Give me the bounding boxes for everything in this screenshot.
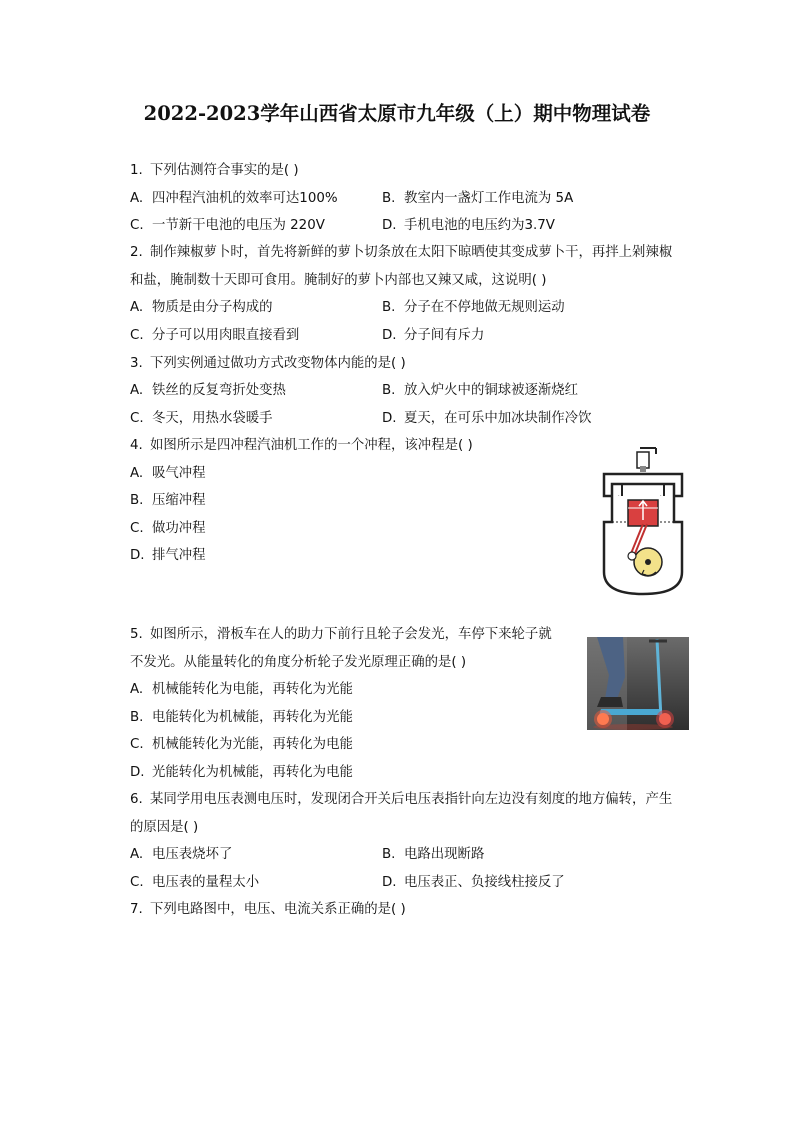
question-5-stem-continued: 不发光。从能量转化的角度分析轮子发光原理正确的是( ) — [130, 655, 467, 670]
question-5-option-a: A. 机械能转化为电能，再转化为光能 — [130, 682, 353, 697]
question-2-option-d: D. 分子间有斥力 — [382, 328, 485, 343]
question-2-option-c: C. 分子可以用肉眼直接看到 — [130, 328, 300, 343]
question-4-option-a: A. 吸气冲程 — [130, 466, 206, 481]
question-3-option-d: D. 夏天，在可乐中加冰块制作冷饮 — [382, 411, 592, 426]
question-3-option-a: A. 铁丝的反复弯折处变热 — [130, 383, 286, 398]
question-4-option-d: D. 排气冲程 — [130, 548, 206, 563]
question-3-stem — [130, 355, 406, 373]
question-5-option-b: B. 电能转化为机械能，再转化为光能 — [130, 710, 353, 725]
question-text: 下列估测符合事实的是( ) — [150, 163, 299, 178]
question-number: 7. — [130, 902, 143, 917]
question-1-stem — [130, 162, 299, 180]
question-4-stem — [130, 437, 473, 455]
question-3-option-b: B. 放入炉火中的铜球被逐渐烧红 — [382, 383, 579, 398]
question-number: 5. — [130, 627, 143, 642]
question-6-stem — [130, 791, 672, 809]
question-text: 制作辣椒萝卜时，首先将新鲜的萝卜切条放在太阳下晾晒使其变成萝卜干，再拌上剁辣椒 — [150, 245, 673, 260]
question-number: 2. — [130, 245, 143, 260]
question-6-option-b: B. 电路出现断路 — [382, 847, 485, 862]
question-4-option-c: C. 做功冲程 — [130, 521, 206, 536]
question-number: 1. — [130, 163, 143, 178]
question-number: 3. — [130, 356, 143, 371]
question-2-option-b: B. 分子在不停地做无规则运动 — [382, 300, 565, 315]
question-number: 6. — [130, 792, 143, 807]
question-1-option-b: B. 教室内一盏灯工作电流为 5A — [382, 191, 574, 206]
question-2-option-a: A. 物质是由分子构成的 — [130, 300, 273, 315]
question-text: 如图所示，滑板车在人的助力下前行且轮子会发光，车停下来轮子就 — [150, 627, 552, 642]
question-6-option-c: C. 电压表的量程太小 — [130, 875, 260, 890]
question-text: 某同学用电压表测电压时，发现闭合开关后电压表指针向左边没有刻度的地方偏转，产生 — [150, 792, 673, 807]
engine-cylinder-diagram — [598, 444, 688, 600]
question-4-option-b: B. 压缩冲程 — [130, 493, 206, 508]
question-1-option-d: D. 手机电池的电压约为3.7V — [382, 218, 555, 233]
question-5-option-c: C. 机械能转化为光能，再转化为电能 — [130, 737, 353, 752]
page-title: 2022-2023学年山西省太原市九年级（上）期中物理试卷 — [143, 102, 651, 125]
question-2-stem-continued: 和盐，腌制数十天即可食用。腌制好的萝卜内部也又辣又咸，这说明( ) — [130, 273, 547, 288]
question-6-option-a: A. 电压表烧坏了 — [130, 847, 233, 862]
question-3-option-c: C. 冬天，用热水袋暖手 — [130, 411, 273, 426]
question-5-stem — [130, 626, 552, 644]
question-text: 下列电路图中，电压、电流关系正确的是( ) — [150, 902, 406, 917]
question-1-option-a: A. 四冲程汽油机的效率可达100% — [130, 191, 338, 206]
question-number: 4. — [130, 438, 143, 453]
question-7-stem — [130, 901, 406, 919]
question-5-option-d: D. 光能转化为机械能，再转化为电能 — [130, 765, 353, 780]
piston-icon — [628, 500, 658, 526]
spark-plug-icon — [637, 448, 656, 472]
question-text: 如图所示是四冲程汽油机工作的一个冲程，该冲程是( ) — [150, 438, 473, 453]
scooter-photo — [587, 637, 689, 730]
question-2-stem — [130, 244, 672, 262]
question-text: 下列实例通过做功方式改变物体内能的是( ) — [150, 356, 406, 371]
question-6-stem-continued: 的原因是( ) — [130, 820, 199, 835]
question-6-option-d: D. 电压表正、负接线柱接反了 — [382, 875, 565, 890]
question-1-option-c: C. 一节新干电池的电压为 220V — [130, 218, 325, 233]
